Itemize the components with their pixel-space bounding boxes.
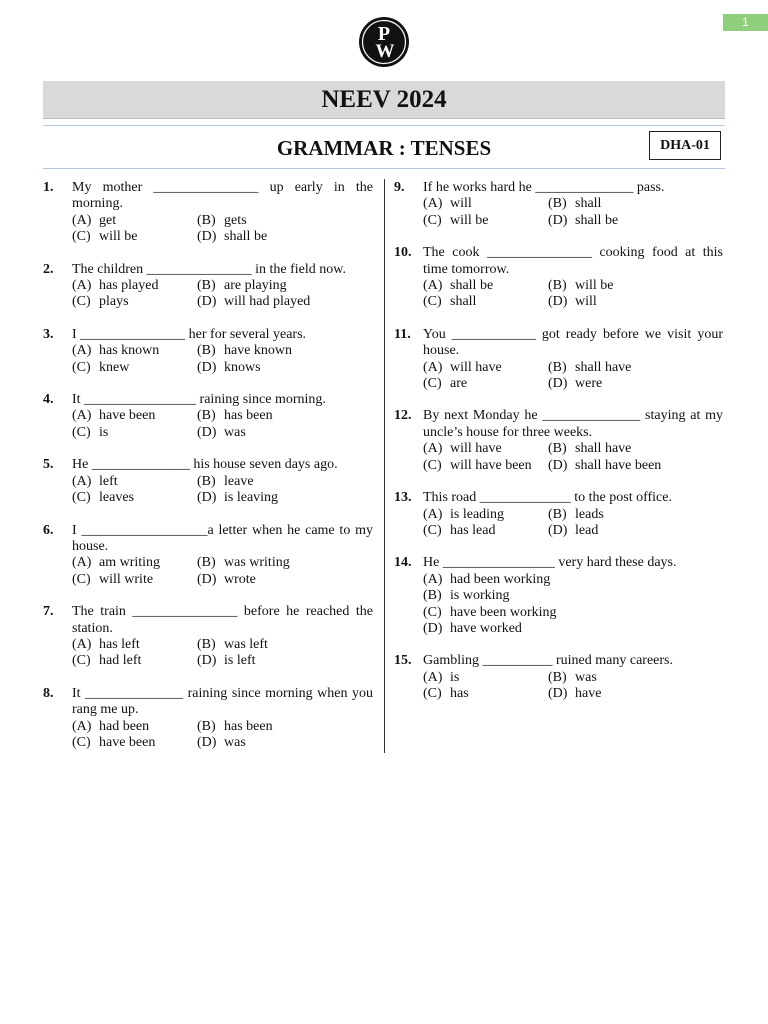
answer-option bbox=[423, 605, 557, 621]
question-item bbox=[43, 262, 373, 311]
option-text: plays bbox=[99, 294, 129, 310]
option-text: leads bbox=[575, 506, 604, 522]
option-text: has played bbox=[99, 278, 159, 294]
option-row bbox=[72, 637, 373, 653]
answer-option bbox=[423, 294, 548, 310]
svg-text:W: W bbox=[375, 41, 395, 62]
question-number: 12. bbox=[394, 408, 412, 424]
question-text: It ______________ raining since morning when you rang me up. bbox=[72, 685, 373, 718]
option-label: (B) bbox=[197, 636, 216, 652]
options-group bbox=[72, 343, 373, 376]
option-label: (B) bbox=[548, 278, 567, 294]
answer-option bbox=[423, 588, 510, 604]
option-row bbox=[423, 572, 723, 588]
question-item bbox=[394, 555, 723, 637]
question-text: I _______________ her for several years. bbox=[72, 326, 307, 342]
option-text: shall bbox=[575, 196, 602, 212]
question-line bbox=[43, 327, 373, 343]
options-group bbox=[423, 441, 723, 474]
question-text: The train _______________ before he reached the station. bbox=[72, 604, 373, 636]
option-row bbox=[72, 360, 373, 376]
header-rule-top bbox=[43, 125, 725, 126]
option-label: (A) bbox=[72, 473, 92, 489]
answer-option bbox=[423, 196, 548, 212]
answer-option bbox=[423, 360, 548, 376]
option-text: have worked bbox=[450, 620, 522, 636]
option-text: will be bbox=[99, 229, 138, 245]
answer-option bbox=[72, 408, 197, 424]
answer-option bbox=[72, 653, 197, 669]
option-text: leaves bbox=[99, 490, 134, 506]
question-line bbox=[43, 392, 373, 408]
option-text: shall bbox=[450, 294, 477, 310]
option-text: is bbox=[99, 424, 109, 440]
option-text: knows bbox=[224, 359, 261, 375]
answer-option bbox=[72, 490, 197, 506]
answer-option bbox=[548, 213, 673, 229]
option-label: (B) bbox=[548, 359, 567, 375]
answer-option bbox=[72, 555, 197, 571]
option-text: is left bbox=[224, 653, 256, 669]
answer-option bbox=[197, 637, 322, 653]
options-group bbox=[72, 408, 373, 441]
option-row bbox=[423, 196, 723, 212]
option-label: (C) bbox=[423, 212, 442, 228]
answer-option bbox=[197, 735, 322, 751]
option-label: (D) bbox=[197, 490, 217, 506]
option-label: (B) bbox=[548, 196, 567, 212]
answer-option bbox=[72, 278, 197, 294]
pw-logo-icon bbox=[358, 16, 410, 68]
question-number: 6. bbox=[43, 522, 54, 538]
option-row bbox=[423, 294, 723, 310]
option-row bbox=[423, 441, 723, 457]
option-label: (D) bbox=[548, 522, 568, 538]
option-label: (D) bbox=[548, 457, 568, 473]
question-item bbox=[394, 490, 723, 539]
answer-option bbox=[197, 278, 322, 294]
option-label: (A) bbox=[423, 359, 443, 375]
option-text: had left bbox=[99, 653, 142, 669]
option-row bbox=[72, 490, 373, 506]
answer-option bbox=[423, 213, 548, 229]
question-number: 4. bbox=[43, 392, 54, 408]
options-group bbox=[72, 278, 373, 311]
option-label: (B) bbox=[548, 669, 567, 685]
answer-option bbox=[423, 621, 522, 637]
option-row bbox=[72, 555, 373, 571]
option-row bbox=[72, 408, 373, 424]
question-item bbox=[394, 408, 723, 474]
option-label: (C) bbox=[72, 359, 91, 375]
option-label: (A) bbox=[72, 636, 92, 652]
option-label: (D) bbox=[548, 376, 568, 392]
option-row bbox=[423, 458, 723, 474]
option-label: (D) bbox=[197, 424, 217, 440]
question-number: 5. bbox=[43, 457, 54, 473]
question-number: 13. bbox=[394, 490, 412, 506]
options-group bbox=[72, 213, 373, 246]
option-label: (D) bbox=[197, 571, 217, 587]
question-line bbox=[43, 180, 373, 213]
section-title: GRAMMAR : TENSES bbox=[276, 136, 492, 160]
option-label: (D) bbox=[197, 734, 217, 750]
question-text: You ____________ got ready before we visit your house. bbox=[423, 326, 723, 359]
answer-option bbox=[548, 670, 673, 686]
option-row bbox=[423, 376, 723, 392]
options-group bbox=[72, 719, 373, 752]
option-label: (A) bbox=[423, 278, 443, 294]
option-text: has been bbox=[224, 718, 273, 734]
option-text: have known bbox=[224, 343, 293, 359]
option-row bbox=[423, 621, 723, 637]
option-row bbox=[72, 572, 373, 588]
page-title: NEEV 2024 bbox=[43, 81, 725, 119]
option-text: shall be bbox=[450, 278, 494, 294]
option-label: (A) bbox=[72, 408, 92, 424]
question-item bbox=[43, 180, 373, 246]
answer-option bbox=[72, 294, 197, 310]
answer-option bbox=[548, 441, 673, 457]
svg-text:P: P bbox=[377, 23, 391, 45]
question-line bbox=[394, 555, 723, 571]
question-number: 2. bbox=[43, 261, 54, 277]
answer-option bbox=[197, 490, 322, 506]
option-text: will have bbox=[450, 441, 502, 457]
question-text: This road _____________ to the post office. bbox=[423, 490, 672, 506]
answer-option bbox=[548, 458, 673, 474]
option-label: (D) bbox=[423, 620, 443, 636]
option-text: gets bbox=[224, 212, 247, 228]
answer-option bbox=[197, 360, 322, 376]
option-label: (C) bbox=[423, 376, 442, 392]
answer-option bbox=[72, 229, 197, 245]
question-number: 14. bbox=[394, 555, 412, 571]
answer-option bbox=[548, 278, 673, 294]
options-group bbox=[423, 196, 723, 229]
question-number: 11. bbox=[394, 326, 411, 342]
option-label: (A) bbox=[423, 506, 443, 522]
question-text: He ________________ very hard these days. bbox=[423, 555, 677, 571]
option-label: (D) bbox=[548, 294, 568, 310]
option-label: (C) bbox=[72, 490, 91, 506]
question-line bbox=[394, 653, 723, 669]
option-label: (C) bbox=[423, 604, 442, 620]
answer-option bbox=[197, 555, 322, 571]
option-text: will be bbox=[575, 278, 614, 294]
page-number-badge: 1 bbox=[723, 14, 768, 31]
options-group bbox=[72, 637, 373, 670]
option-text: get bbox=[99, 212, 117, 228]
answer-option bbox=[548, 523, 673, 539]
option-text: shall be bbox=[575, 212, 619, 228]
option-text: will bbox=[575, 294, 597, 310]
option-text: was left bbox=[224, 636, 268, 652]
question-text: It ________________ raining since morning. bbox=[72, 392, 326, 408]
option-text: have been bbox=[99, 734, 156, 750]
column-divider bbox=[384, 179, 385, 753]
question-item bbox=[43, 327, 373, 376]
option-row bbox=[423, 278, 723, 294]
option-label: (B) bbox=[548, 506, 567, 522]
option-row bbox=[72, 719, 373, 735]
option-row bbox=[72, 735, 373, 751]
answer-option bbox=[423, 458, 548, 474]
question-number: 9. bbox=[394, 180, 405, 195]
question-number: 15. bbox=[394, 653, 412, 669]
option-text: were bbox=[575, 376, 603, 392]
option-text: shall have bbox=[575, 359, 632, 375]
option-row bbox=[72, 474, 373, 490]
option-text: shall be bbox=[224, 229, 268, 245]
option-text: left bbox=[99, 473, 118, 489]
option-label: (D) bbox=[548, 686, 568, 702]
option-label: (C) bbox=[72, 294, 91, 310]
question-column-right bbox=[394, 180, 723, 719]
question-item bbox=[43, 392, 373, 441]
option-text: will have bbox=[450, 359, 502, 375]
question-line bbox=[394, 327, 723, 360]
answer-option bbox=[72, 637, 197, 653]
option-row bbox=[423, 670, 723, 686]
option-label: (C) bbox=[423, 522, 442, 538]
answer-option bbox=[423, 278, 548, 294]
option-label: (B) bbox=[197, 473, 216, 489]
answer-option bbox=[423, 441, 548, 457]
option-text: wrote bbox=[224, 571, 256, 587]
option-row bbox=[72, 213, 373, 229]
option-label: (B) bbox=[197, 212, 216, 228]
answer-option bbox=[423, 572, 550, 588]
options-group bbox=[423, 507, 723, 540]
option-label: (C) bbox=[72, 571, 91, 587]
question-line bbox=[43, 262, 373, 278]
option-text: had been bbox=[99, 718, 150, 734]
option-label: (A) bbox=[423, 441, 443, 457]
question-text: Gambling __________ ruined many careers. bbox=[423, 653, 673, 669]
question-line bbox=[394, 180, 723, 196]
option-label: (D) bbox=[548, 212, 568, 228]
option-label: (B) bbox=[197, 555, 216, 571]
option-row bbox=[72, 425, 373, 441]
option-row bbox=[423, 686, 723, 702]
option-text: shall have bbox=[575, 441, 632, 457]
answer-option bbox=[72, 572, 197, 588]
question-item bbox=[43, 523, 373, 589]
question-text: I __________________a letter when he came to my house. bbox=[72, 522, 373, 554]
question-line bbox=[394, 490, 723, 506]
answer-option bbox=[548, 376, 673, 392]
option-label: (A) bbox=[72, 555, 92, 571]
option-text: had been working bbox=[450, 571, 551, 587]
question-line bbox=[394, 245, 723, 278]
question-number: 3. bbox=[43, 326, 54, 342]
option-label: (A) bbox=[72, 343, 92, 359]
option-label: (D) bbox=[197, 359, 217, 375]
options-group bbox=[423, 670, 723, 703]
question-number: 8. bbox=[43, 685, 54, 701]
answer-option bbox=[197, 425, 322, 441]
option-row bbox=[423, 523, 723, 539]
option-text: was bbox=[224, 734, 246, 750]
option-text: will bbox=[450, 196, 472, 212]
option-text: have been working bbox=[450, 604, 557, 620]
option-label: (C) bbox=[72, 229, 91, 245]
answer-option bbox=[72, 213, 197, 229]
option-text: has left bbox=[99, 636, 140, 652]
option-row bbox=[423, 588, 723, 604]
question-item bbox=[43, 457, 373, 506]
option-label: (B) bbox=[197, 718, 216, 734]
option-text: will be bbox=[450, 212, 489, 228]
option-text: has been bbox=[224, 408, 273, 424]
option-label: (C) bbox=[72, 734, 91, 750]
option-text: is working bbox=[450, 588, 510, 604]
option-label: (A) bbox=[423, 669, 443, 685]
option-text: will write bbox=[99, 571, 154, 587]
option-text: is leaving bbox=[224, 490, 279, 506]
question-item bbox=[394, 653, 723, 702]
answer-option bbox=[197, 474, 322, 490]
question-item bbox=[394, 180, 723, 229]
question-text: The cook _______________ cooking food at this time tomorrow. bbox=[423, 245, 723, 277]
option-text: are bbox=[450, 376, 468, 392]
options-group bbox=[423, 572, 723, 638]
answer-option bbox=[72, 474, 197, 490]
option-row bbox=[72, 229, 373, 245]
option-label: (A) bbox=[72, 278, 92, 294]
option-text: was bbox=[575, 669, 597, 685]
question-line bbox=[43, 457, 373, 473]
answer-option bbox=[72, 425, 197, 441]
option-label: (B) bbox=[548, 441, 567, 457]
answer-option bbox=[197, 408, 322, 424]
option-label: (B) bbox=[197, 343, 216, 359]
answer-option bbox=[548, 686, 673, 702]
question-column-left bbox=[43, 180, 373, 767]
option-row bbox=[423, 213, 723, 229]
answer-option bbox=[197, 343, 322, 359]
question-number: 7. bbox=[43, 604, 54, 620]
option-label: (C) bbox=[72, 653, 91, 669]
option-text: is bbox=[450, 669, 460, 685]
question-item bbox=[43, 686, 373, 752]
answer-option bbox=[548, 196, 673, 212]
option-row bbox=[72, 343, 373, 359]
answer-option bbox=[423, 670, 548, 686]
answer-option bbox=[548, 294, 673, 310]
option-label: (A) bbox=[72, 212, 92, 228]
option-row bbox=[72, 278, 373, 294]
option-row bbox=[423, 605, 723, 621]
option-text: has known bbox=[99, 343, 160, 359]
option-label: (C) bbox=[423, 294, 442, 310]
option-text: leave bbox=[224, 473, 254, 489]
question-text: He ______________ his house seven days ago. bbox=[72, 457, 338, 473]
answer-option bbox=[197, 653, 322, 669]
option-label: (C) bbox=[423, 457, 442, 473]
answer-option bbox=[548, 507, 673, 523]
option-label: (D) bbox=[197, 294, 217, 310]
option-text: lead bbox=[575, 522, 599, 538]
option-text: shall have been bbox=[575, 457, 662, 473]
options-group bbox=[423, 278, 723, 311]
option-row bbox=[72, 653, 373, 669]
question-line bbox=[43, 604, 373, 637]
answer-option bbox=[548, 360, 673, 376]
answer-option bbox=[72, 343, 197, 359]
option-label: (A) bbox=[72, 718, 92, 734]
answer-option bbox=[423, 686, 548, 702]
option-text: will had played bbox=[224, 294, 311, 310]
option-label: (D) bbox=[197, 229, 217, 245]
question-line bbox=[43, 686, 373, 719]
answer-option bbox=[72, 735, 197, 751]
option-text: was writing bbox=[224, 555, 290, 571]
answer-option bbox=[423, 507, 548, 523]
option-label: (C) bbox=[423, 686, 442, 702]
question-text: My mother _______________ up early in the morning. bbox=[72, 180, 373, 212]
option-label: (A) bbox=[423, 196, 443, 212]
question-text: The children _______________ in the field now. bbox=[72, 261, 346, 277]
options-group bbox=[72, 474, 373, 507]
question-number: 10. bbox=[394, 245, 412, 261]
option-label: (D) bbox=[197, 653, 217, 669]
option-label: (B) bbox=[197, 408, 216, 424]
question-line bbox=[43, 523, 373, 556]
option-row bbox=[423, 360, 723, 376]
option-text: has bbox=[450, 686, 469, 702]
option-text: are playing bbox=[224, 278, 287, 294]
answer-option bbox=[197, 229, 322, 245]
sheet-code-box: DHA-01 bbox=[649, 131, 721, 160]
option-label: (B) bbox=[197, 278, 216, 294]
question-item bbox=[394, 327, 723, 393]
option-text: knew bbox=[99, 359, 130, 375]
option-label: (B) bbox=[423, 588, 442, 604]
answer-option bbox=[197, 213, 322, 229]
option-text: will have been bbox=[450, 457, 532, 473]
question-item bbox=[43, 604, 373, 670]
option-label: (C) bbox=[72, 424, 91, 440]
option-text: is leading bbox=[450, 506, 505, 522]
option-row bbox=[72, 294, 373, 310]
options-group bbox=[423, 360, 723, 393]
answer-option bbox=[72, 719, 197, 735]
question-number: 1. bbox=[43, 180, 54, 195]
answer-option bbox=[197, 719, 322, 735]
option-text: was bbox=[224, 424, 246, 440]
option-text: have been bbox=[99, 408, 156, 424]
header-rule-bottom bbox=[43, 168, 725, 169]
answer-option bbox=[423, 523, 548, 539]
answer-option bbox=[423, 376, 548, 392]
option-text: has lead bbox=[450, 522, 496, 538]
option-row bbox=[423, 507, 723, 523]
question-text: By next Monday he ______________ staying at my uncle’s house for three weeks. bbox=[423, 408, 723, 440]
question-line bbox=[394, 408, 723, 441]
option-text: am writing bbox=[99, 555, 161, 571]
answer-option bbox=[72, 360, 197, 376]
answer-option bbox=[197, 572, 322, 588]
question-item bbox=[394, 245, 723, 311]
question-text: If he works hard he ______________ pass. bbox=[423, 180, 665, 195]
option-label: (A) bbox=[423, 571, 443, 587]
option-text: have bbox=[575, 686, 602, 702]
options-group bbox=[72, 555, 373, 588]
answer-option bbox=[197, 294, 322, 310]
